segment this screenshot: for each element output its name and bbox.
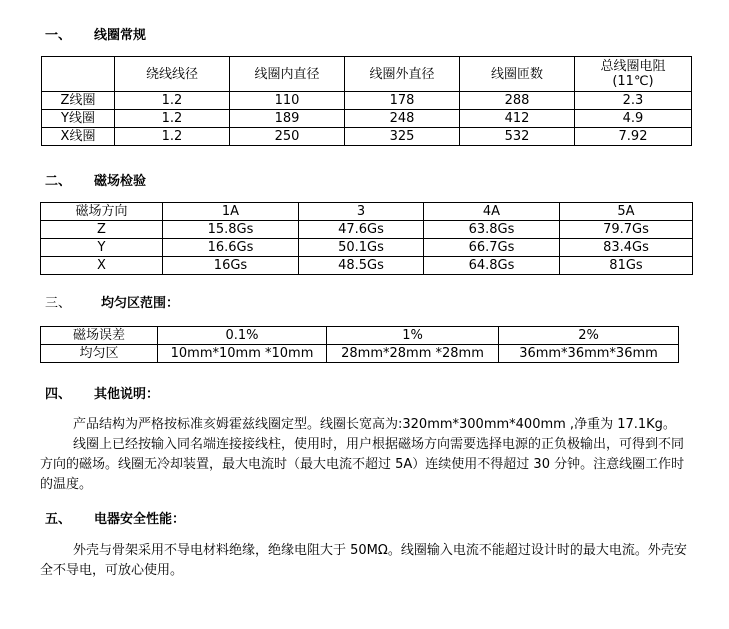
table-header-row [41,203,693,221]
section-4-heading [45,383,160,402]
section-5-heading [45,508,186,527]
cell: 1.2 [115,92,230,110]
header-cell: 3 [299,203,424,221]
cell: 412 [460,110,575,128]
cell: 4.9 [575,110,692,128]
table-row [42,92,692,110]
cell: 250 [230,128,345,146]
coil-table [41,56,692,146]
section-number: 一、 [45,28,72,43]
cell: 48.5Gs [299,257,424,275]
cell: 178 [345,92,460,110]
safety-paragraph: 外壳与骨架采用不导电材料绝缘，绝缘电阻大于 50MΩ。线圈输入电流不能超过设计时的最大电流。外壳安全不导电，可放心使用。 [40,543,687,578]
cell: 189 [230,110,345,128]
header-cell [42,57,115,92]
section-title: 其他说明： [94,387,160,402]
header-cell: 4A [424,203,560,221]
cell: 16.6Gs [163,239,299,257]
header-cell: 磁场方向 [41,203,163,221]
header-line: (11℃) [612,74,654,89]
notes-paragraph-1: 产品结构为严格按标准亥姆霍兹线圈定型。线圈长宽高为:320mm*300mm*400mm ,净重为 17.1Kg。 [73,417,676,432]
header-cell: 线圈匝数 [460,57,575,92]
row-label: X [41,257,163,275]
table-row [41,239,693,257]
cell: 248 [345,110,460,128]
table-row [41,345,679,363]
header-cell: 线圈外直径 [345,57,460,92]
section-title: 磁场检验 [94,174,147,189]
table-header-row [41,327,679,345]
section-number: 四、 [45,387,72,402]
cell: 110 [230,92,345,110]
section-1-heading [45,24,147,43]
table-row [42,110,692,128]
section-number: 三、 [45,296,72,311]
cell: 28mm*28mm *28mm [327,345,499,363]
cell: 79.7Gs [560,221,693,239]
section-title: 电器安全性能： [94,512,186,527]
header-cell: 2% [499,327,679,345]
header-cell-resistance [575,57,692,92]
safety-text [40,541,692,581]
cell: 63.8Gs [424,221,560,239]
row-label: Z [41,221,163,239]
cell: 1.2 [115,128,230,146]
cell: 50.1Gs [299,239,424,257]
cell: 325 [345,128,460,146]
cell: 532 [460,128,575,146]
uniform-table [40,326,679,363]
section-2-heading [45,170,147,189]
cell: 83.4Gs [560,239,693,257]
row-label: X线圈 [42,128,115,146]
notes-paragraph-2: 线圈上已经按输入同名端连接接线柱，使用时，用户根据磁场方向需要选择电源的正负极输出，可得到不同方向的磁场。线圈无冷却装置，最大电流时（最大电流不超过 5A）连续使用不得超过 30 分钟。注意线圈工作时的温度。 [40,437,685,492]
table-row [42,128,692,146]
cell: 47.6Gs [299,221,424,239]
header-cell: 1% [327,327,499,345]
header-cell: 0.1% [158,327,327,345]
cell: 7.92 [575,128,692,146]
cell: 288 [460,92,575,110]
table-header-row [42,57,692,92]
notes-text [40,415,692,495]
cell: 2.3 [575,92,692,110]
cell: 81Gs [560,257,693,275]
cell: 16Gs [163,257,299,275]
header-cell: 1A [163,203,299,221]
table-row [41,257,693,275]
section-number: 二、 [45,174,72,189]
table-row [41,221,693,239]
cell: 1.2 [115,110,230,128]
cell: 66.7Gs [424,239,560,257]
row-label: 均匀区 [41,345,158,363]
field-table [40,202,693,275]
row-label: Y [41,239,163,257]
header-line: 总线圈电阻 [600,59,666,74]
header-cell: 5A [560,203,693,221]
cell: 64.8Gs [424,257,560,275]
section-3-heading [45,292,180,311]
header-cell: 绕线线径 [115,57,230,92]
cell: 10mm*10mm *10mm [158,345,327,363]
header-cell: 磁场误差 [41,327,158,345]
section-title: 线圈常规 [94,28,147,43]
cell: 36mm*36mm*36mm [499,345,679,363]
row-label: Z线圈 [42,92,115,110]
section-number: 五、 [45,512,72,527]
section-title: 均匀区范围： [101,296,180,311]
header-cell: 线圈内直径 [230,57,345,92]
cell: 15.8Gs [163,221,299,239]
row-label: Y线圈 [42,110,115,128]
